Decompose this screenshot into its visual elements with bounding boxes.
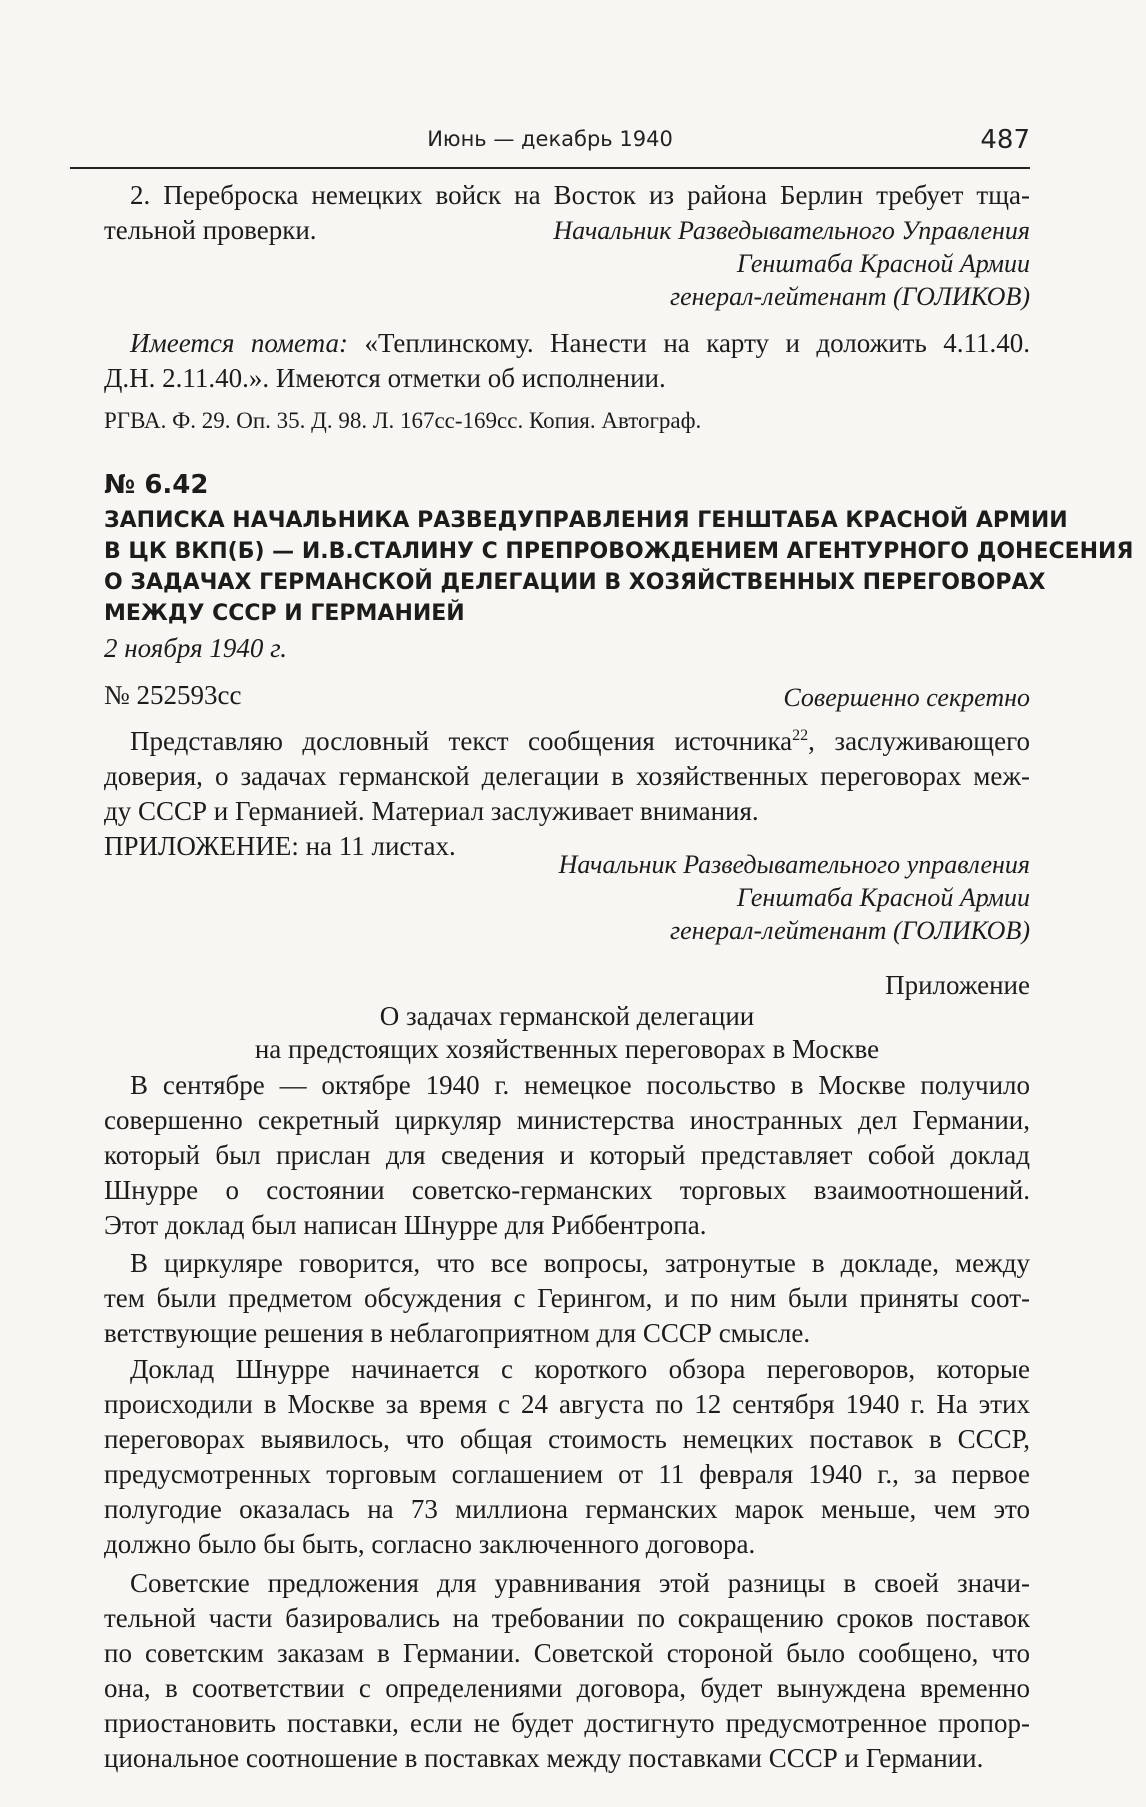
appendix-title	[104, 1000, 1030, 1066]
signature-block-1	[553, 214, 1030, 313]
text-fragment: , заслуживающего	[808, 726, 1030, 756]
text-line: тельной части базировались на требовании по сокращению сроков поставок	[104, 1603, 1030, 1633]
title-line: МЕЖДУ СССР И ГЕРМАНИЕЙ	[104, 601, 465, 626]
annotation-line	[104, 326, 1030, 361]
annotation	[104, 326, 1030, 396]
title-line: О ЗАДАЧАХ ГЕРМАНСКОЙ ДЕЛЕГАЦИИ В ХОЗЯЙСТВЕННЫХ ПЕРЕГОВОРАХ	[104, 570, 1046, 595]
text-line	[104, 724, 1030, 759]
page-header	[70, 125, 1030, 169]
text-line: тельной проверки.	[104, 215, 317, 245]
document-date: 2 ноября 1940 г.	[104, 633, 288, 663]
secrecy-stamp: Совершенно секретно	[783, 683, 1030, 712]
text-line: она, в соответствии с определениями договора, будет вынуждена временно	[104, 1673, 1030, 1703]
text-line: циональное соотношение в поставках между поставками СССР и Германии.	[104, 1743, 984, 1773]
text-line: происходили в Москве за время с 24 августа по 12 сентября 1940 г. На этих	[104, 1389, 1030, 1419]
intro-paragraph	[104, 724, 1030, 864]
paragraph-2	[104, 1246, 1030, 1351]
text-line: ветствующие решения в неблагоприятном для СССР смысле.	[104, 1318, 811, 1348]
signature-block-2	[559, 848, 1030, 947]
text-line: ду СССР и Германией. Материал заслуживает внимания.	[104, 796, 759, 826]
text-line: который был прислан для сведения и который представляет собой доклад	[104, 1140, 1030, 1170]
paragraph-1	[104, 1068, 1030, 1243]
title-line: ЗАПИСКА НАЧАЛЬНИКА РАЗВЕДУПРАВЛЕНИЯ ГЕНШТАБА КРАСНОЙ АРМИИ	[104, 508, 1068, 533]
appendix-title-line: О задачах германской делегации	[379, 1001, 755, 1031]
text-line: ПРИЛОЖЕНИЕ: на 11 листах.	[104, 831, 456, 861]
text-line: В сентябре — октябре 1940 г. немецкое посольство в Москве получило	[130, 1070, 1030, 1100]
text-line: переговорах выявилось, что общая стоимость немецких поставок в СССР,	[104, 1424, 1030, 1454]
text-line: тем были предметом обсуждения с Герингом, и по ним были приняты соот-	[104, 1283, 1030, 1313]
signature-line: Генштаба Красной Армии	[736, 249, 1030, 278]
text-line: совершенно секретный циркуляр министерства иностранных дел Германии,	[104, 1105, 1030, 1135]
appendix-title-line: на предстоящих хозяйственных переговорах в Москве	[254, 1034, 880, 1064]
text-line: Доклад Шнурре начинается с короткого обзора переговоров, которые	[130, 1354, 1030, 1384]
signature-line: Начальник Разведывательного Управления	[553, 216, 1030, 245]
footnote-ref: 22	[792, 727, 809, 744]
text-line: Советские предложения для уравнивания этой разницы в своей значи-	[130, 1568, 1030, 1598]
signature-line: Начальник Разведывательного управления	[558, 850, 1030, 879]
page-number: 487	[980, 125, 1030, 155]
text-fragment: Представляю дословный текст сообщения источника	[130, 726, 793, 756]
paragraph-3	[104, 1352, 1030, 1562]
text-line: 2. Переброска немецких войск на Восток из района Берлин требует тща-	[130, 180, 1030, 210]
archive-reference: РГВА. Ф. 29. Оп. 35. Д. 98. Л. 167сс-169сс. Копия. Автограф.	[104, 408, 702, 433]
text-line: приостановить поставки, если не будет достигнуто предусмотренное пропор-	[104, 1708, 1030, 1738]
paragraph-4	[104, 1566, 1030, 1776]
title-line: В ЦК ВКП(Б) — И.В.СТАЛИНУ С ПРЕПРОВОЖДЕНИЕМ АГЕНТУРНОГО ДОНЕСЕНИЯ	[104, 539, 1134, 564]
appendix-label: Приложение	[885, 970, 1030, 1000]
annotation-line: Д.Н. 2.11.40.». Имеются отметки об исполнении.	[104, 363, 666, 393]
signature-line: Генштаба Красной Армии	[736, 883, 1030, 912]
annotation-text: «Теплинскому. Нанести на карту и доложить 4.11.40.	[364, 328, 1031, 358]
document-title	[104, 505, 1134, 629]
text-line: предусмотренных торговым соглашением от 11 февраля 1940 г., за первое	[104, 1459, 1030, 1489]
annotation-lead: Имеется помета:	[130, 328, 348, 358]
text-line: по советским заказам в Германии. Советской стороной было сообщено, что	[104, 1638, 1030, 1668]
document-number: № 6.42	[104, 470, 209, 500]
text-line: Шнурре о состоянии советско-германских торговых взаимоотношений.	[104, 1175, 1030, 1205]
text-line: должно было бы быть, согласно заключенного договора.	[104, 1529, 756, 1559]
registration-number: № 252593сс	[104, 680, 242, 710]
text-line: В циркуляре говорится, что все вопросы, затронутые в докладе, между	[130, 1248, 1030, 1278]
signature-line: генерал-лейтенант (ГОЛИКОВ)	[669, 282, 1030, 311]
signature-line: генерал-лейтенант (ГОЛИКОВ)	[669, 916, 1030, 945]
text-line: доверия, о задачах германской делегации в хозяйственных переговорах меж-	[104, 761, 1030, 791]
text-line: полугодие оказалась на 73 миллиона германских марок меньше, чем это	[104, 1494, 1030, 1524]
running-title: Июнь — декабрь 1940	[427, 127, 673, 151]
text-line: Этот доклад был написан Шнурре для Риббентропа.	[104, 1210, 707, 1240]
